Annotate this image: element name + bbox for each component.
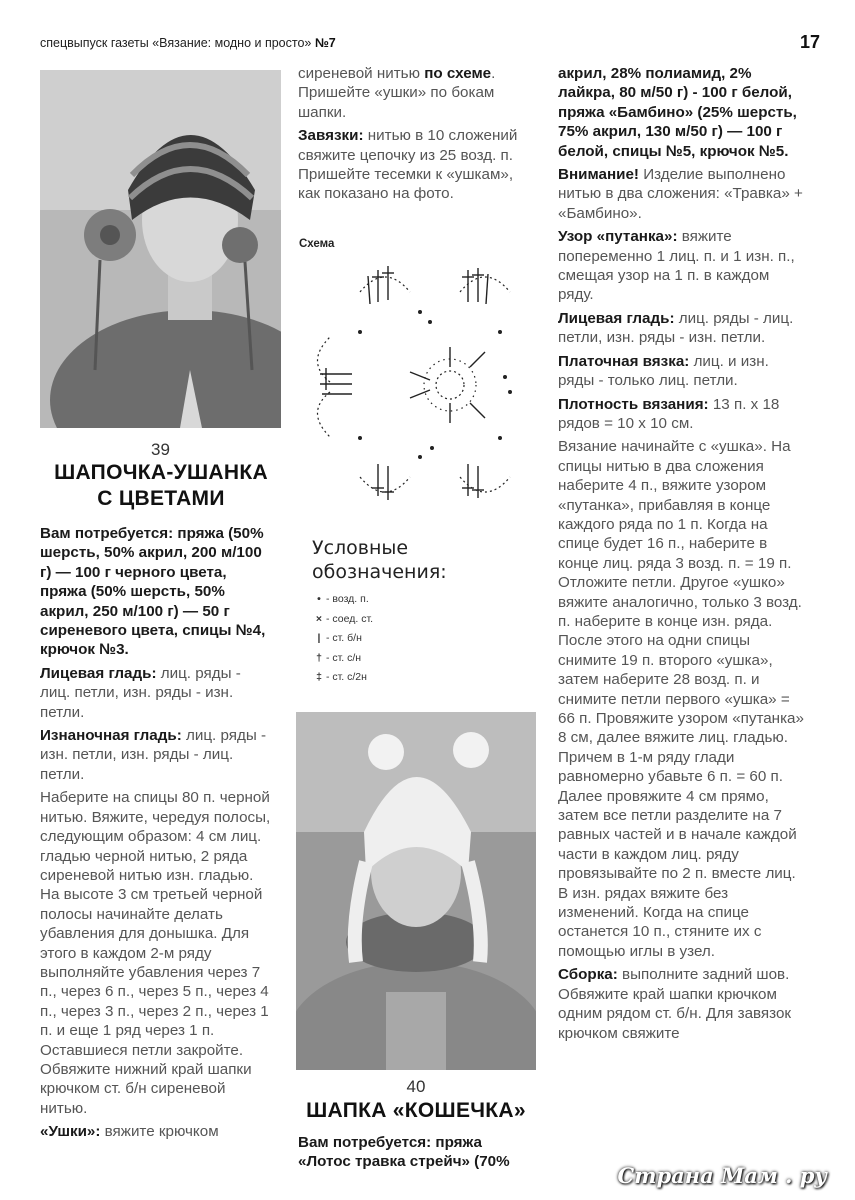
attention-40: Внимание! Изделие выполнено нитью в два сложения: «Травка» + «Бамбино». <box>558 166 803 222</box>
stockinette-40: Лицевая гладь: лиц. ряды - лиц. петли, изн. ряды - изн. петли. <box>558 309 794 347</box>
model-39-title <box>30 460 292 512</box>
reverse-stockinette-39: Изнаночная гладь: лиц. ряды - изн. петли, изн. ряды - лиц. петли. <box>40 727 267 783</box>
legend-item-slip: × - соед. ст. <box>315 612 374 625</box>
gauge-40: Плотность вязания: 13 п. х 18 рядов = 10 х 10 см. <box>558 395 780 432</box>
model-39-title-line2: С ЦВЕТАМИ <box>97 487 225 510</box>
model-40-materials-start: Вам потребуется: пряжа «Лотос травка стрейч» (70% <box>298 1134 510 1171</box>
photo-cat-hat-drawing <box>296 712 536 1070</box>
legend-title: Условные обозначения: <box>312 537 447 583</box>
watermark: Страна Мам . ру <box>617 1163 827 1188</box>
model-40-title: ШАПКА «КОШЕЧКА» <box>306 1099 526 1122</box>
body-40: Вязание начинайте с «ушка». На спицы нитью в два сложения наберите 4 п., вяжите узором «путанка», прибавляя в конце каждого ряда по 1 п. Когда на спице будет 16 п., наберите в конце лиц. ряда 3 возд. п. = 19 п. Отложите петли. Другое «ушко» вяжите аналогично, только 3 возд. п. наберите в конце изн. ряда. После этого на одни спицы снимите 19 п. второго «ушка», затем наберите 28 возд. п. и снимите петли первого «ушка» = 66 п. Провяжите узором «путанка» 8 см, далее вяжите лиц. гладью. Причем в 1-м ряду глади равномерно убавьте 6 п. = 60 п. Далее провяжите 4 см прямо, затем все петли разделите на 7 равных частей и в начале каждой части в каждом лиц. ряду провязывайте по 2 п. вместе лиц. В изн. рядах вяжите без изменений. Когда на спице останется 10 п., стяните их с помощью иглы в узел. <box>558 438 804 960</box>
legend-item-tr: ‡ - ст. с/2н <box>316 671 367 683</box>
pattern-40: Узор «путанка»: вяжите попеременно 1 лиц. п. и 1 изн. п., смещая узор на 1 п. в каждом ряду. <box>558 228 795 304</box>
legend <box>312 536 502 688</box>
legend-item-chain: • - возд. п. <box>317 593 369 605</box>
model-39-instructions <box>40 524 272 1146</box>
assembly-40: Сборка: выполните задний шов. Обвяжите край шапки крючком одним рядом ст. б/н. Для завязок крючком свяжите <box>558 966 792 1042</box>
stockinette-39: Лицевая гладь: лиц. ряды - лиц. петли, изн. ряды - изн. петли. <box>40 664 241 721</box>
page-header <box>40 34 820 58</box>
model-39-title-line1: ШАПОЧКА-УШАНКА <box>54 461 268 484</box>
garter-40: Платочная вязка: лиц. и изн. ряды - только лиц. петли. <box>558 352 769 390</box>
model-39-instructions-cont <box>298 64 534 208</box>
body-39: Наберите на спицы 80 п. черной нитью. Вяжите, чередуя полосы, следующим образом: 4 см лиц. гладью черной нитью, 2 ряда сиреневой нитью изн. гладью. На высоте 3 см третьей черной полосы начинайте делать убавления для донышка. Для этого в каждом 2-м ряду выполняйте убавления через 7 п., через 6 п., через 5 п., через 4 п., через 3 п., через 2 п., через 1 п. и еще 1 ряд через 1 п. Оставшиеся петли закройте. Обвяжите нижний край шапки крючком ст. б/н сиреневой нитью. <box>40 789 271 1117</box>
crochet-flower-scheme <box>300 252 530 512</box>
issue-caption: спецвыпуск газеты «Вязание: модно и просто» №7 <box>40 36 336 50</box>
photo-cat-hat <box>296 712 536 1070</box>
materials-39: Вам потребуется: пряжа (50% шерсть, 50% акрил, 200 м/100 г) — 100 г черного цвета, пряжа (50% шерсть, 50% акрил, 250 м/100 г) — 50 г сиреневого цвета, спицы №4, крючок №3. <box>40 525 266 659</box>
materials-40: акрил, 28% полиамид, 2% лайкра, 80 м/50 г) - 100 г белой, пряжа «Бамбино» (25% шерсть, 75% акрил, 130 м/50 г) — 100 г белой, спицы №5, крючок №5. <box>558 65 797 160</box>
model-number-40: 40 <box>406 1077 426 1096</box>
scheme-label: Схема <box>299 238 335 250</box>
ears-39: «Ушки»: вяжите крючком <box>40 1123 219 1141</box>
page-number: 17 <box>799 32 820 52</box>
ties-39: Завязки: нитью в 10 сложений свяжите цепочку из 25 возд. п. Пришейте тесемки к «ушкам», как показано на фото. <box>298 127 518 203</box>
model-number-39: 39 <box>151 440 170 459</box>
legend-item-dc: † - ст. с/н <box>316 651 362 664</box>
photo-earflap-hat-drawing <box>40 70 281 428</box>
photo-earflap-hat <box>40 70 281 428</box>
model-40-instructions <box>558 64 806 1047</box>
legend-item-sc: | - ст. б/н <box>317 632 362 644</box>
ears-39-cont: сиреневой нитью по схеме. Пришейте «ушки» по бокам шапки. <box>298 65 496 121</box>
